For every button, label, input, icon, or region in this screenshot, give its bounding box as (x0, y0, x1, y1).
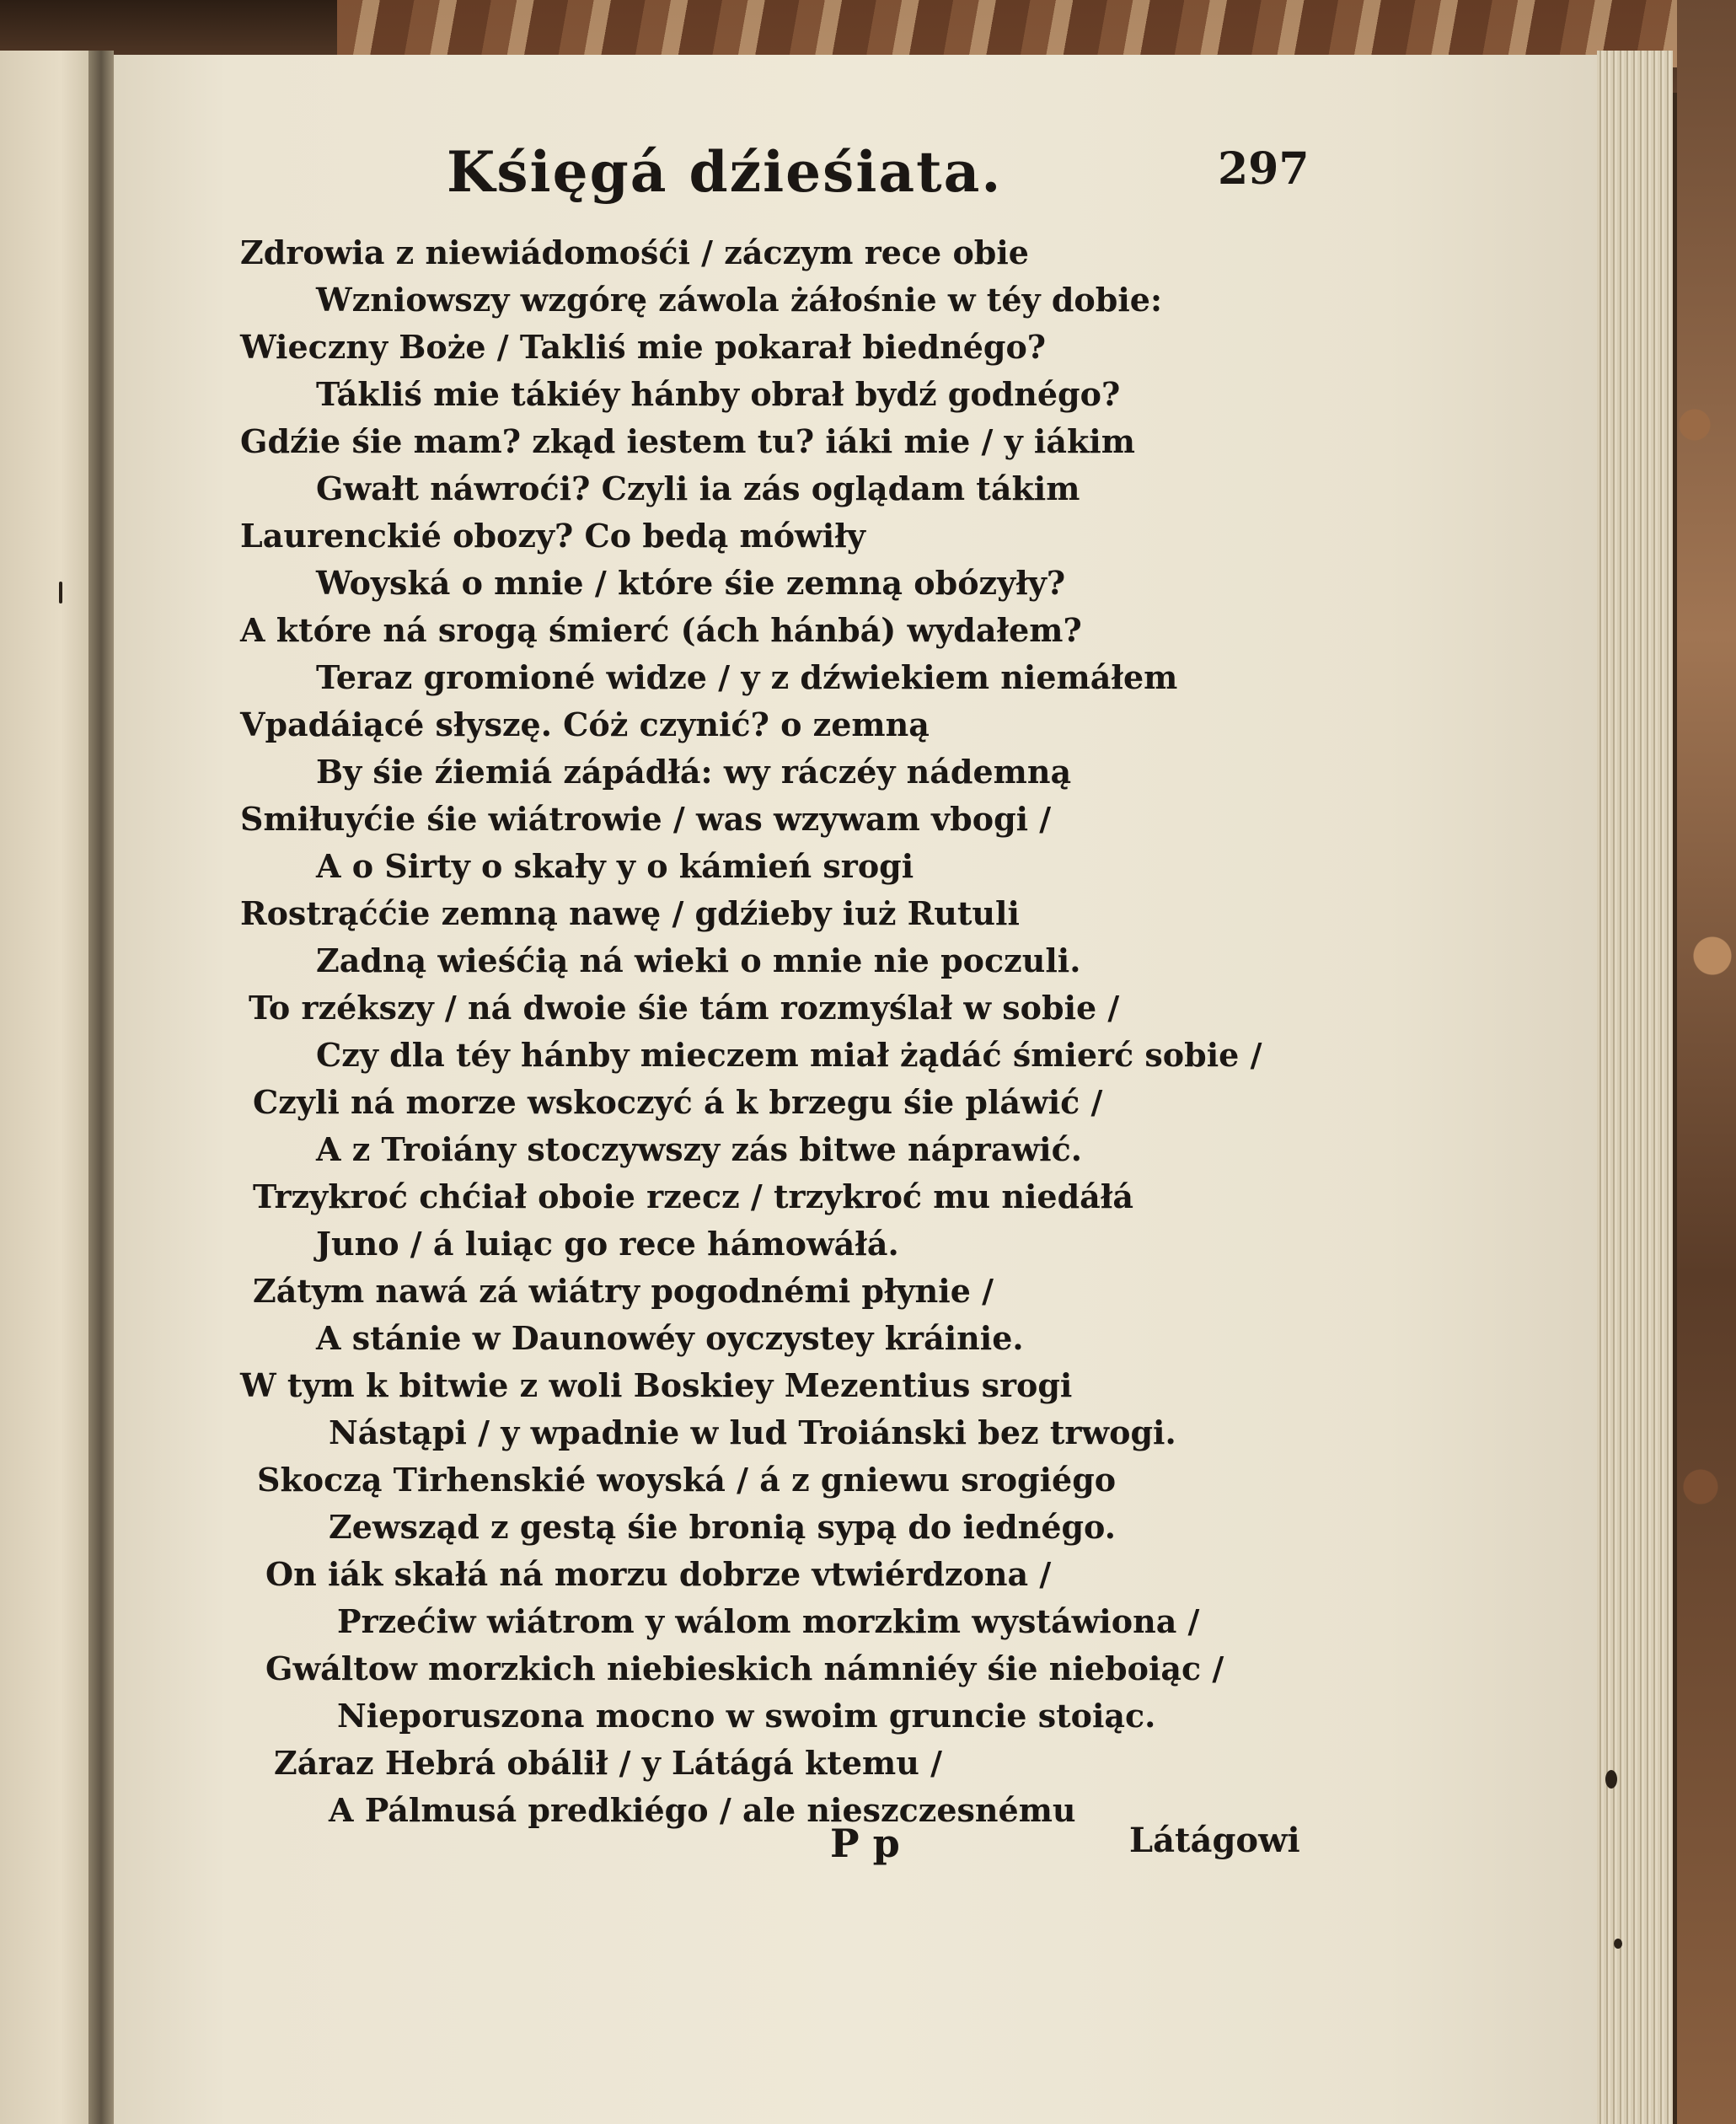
verse-line: Trzykroć chćiał oboie rzecz / trzykroć mu niedáłá (253, 1177, 1134, 1215)
verse-line: Smiłuyćie śie wiátrowie / was wzywam vbogi / (240, 800, 1052, 838)
verse-line: A z Troiány stoczywszy zás bitwe náprawić. (316, 1130, 1082, 1168)
verse-line: Zátym nawá zá wiátry pogodnémi płynie / (253, 1272, 994, 1310)
verse-line: Gdźie śie mam? zkąd iestem tu? iáki mie / y iákim (240, 422, 1135, 460)
verse-line: Nástąpi / y wpadnie w lud Troiánski bez trwogi. (329, 1413, 1176, 1451)
verse-line: A Pálmusá predkiégo / ale nieszczesnému (329, 1791, 1076, 1829)
verse-line: W tym k bitwie z woli Boskiey Mezentius srogi (240, 1366, 1073, 1404)
page-block-edges (1597, 51, 1673, 2124)
verse-line: Nieporuszona mocno w swoim gruncie stoiąc. (337, 1697, 1156, 1735)
verse-line: Zadną wieśćią ná wieki o mnie nie poczuli. (316, 941, 1081, 979)
verse-line: A stánie w Daunowéy oyczystey kráinie. (316, 1319, 1024, 1357)
verse-line: Skoczą Tirhenskié woyská / á z gniewu srogiégo (257, 1461, 1117, 1499)
book-gutter (88, 51, 114, 2124)
verse-line: Gwáltow morzkich niebieskich námniéy śie nieboiąc / (265, 1649, 1224, 1687)
verse-line: By śie źiemiá zápádłá: wy ráczéy nádemną (316, 753, 1072, 791)
verse-line: Zdrowia z niewiádomośći / záczym rece obie (240, 233, 1029, 271)
verse-line: Rostrąććie zemną nawę / gdźieby iuż Rutuli (240, 894, 1020, 932)
verse-line: Przećiw wiátrom y wálom morzkim wystáwiona / (337, 1602, 1200, 1640)
verse-line: Záraz Hebrá obálił / y Látágá ktemu / (274, 1744, 942, 1782)
ink-speck (59, 582, 62, 603)
verse-line: Tákliś mie tákiéy hánby obrał bydź godnégo? (316, 375, 1121, 413)
ink-speck (1605, 1770, 1617, 1789)
running-title: Kśięgá dźieśiata. (447, 139, 1003, 205)
printer-signature-mark: P p (830, 1821, 900, 1866)
facing-page-edge (0, 51, 101, 2124)
verse-line: Gwałt náwroći? Czyli ia zás oglądam tákim (316, 469, 1080, 507)
verse-line: A o Sirty o skały y o kámień srogi (316, 847, 914, 885)
verse-line: Laurenckié obozy? Co bedą mówiły (240, 517, 865, 555)
catchword: Látágowi (1129, 1821, 1300, 1860)
verse-line: Wieczny Boże / Takliś mie pokarał biednégo? (240, 328, 1047, 366)
verse-line: Juno / á luiąc go rece hámowáłá. (316, 1225, 899, 1263)
ink-speck (1614, 1939, 1622, 1949)
verse-line: A które ná srogą śmierć (ách hánbá) wydałem? (240, 611, 1082, 649)
verse-line: Zewsząd z gestą śie bronią sypą do iednégo. (329, 1508, 1116, 1546)
verse-line: Czyli ná morze wskoczyć á k brzegu śie pláwić / (253, 1083, 1103, 1121)
verse-line: Czy dla téy hánby mieczem miał żądáć śmierć sobie / (316, 1036, 1262, 1074)
verse-line: On iák skałá ná morzu dobrze vtwiérdzona / (265, 1555, 1052, 1593)
page-number: 297 (1218, 143, 1310, 195)
verse-line: To rzékszy / ná dwoie śie tám rozmyślał w sobie / (249, 989, 1120, 1027)
verse-line: Vpadáiącé słyszę. Cóż czynić? o zemną (240, 705, 930, 743)
verse-line: Wzniowszy wzgórę záwola żáłośnie w téy dobie: (316, 281, 1162, 319)
verse-line: Woyská o mnie / które śie zemną obózyły? (316, 564, 1066, 602)
verse-line: Teraz gromioné widze / y z dźwiekiem niemáłem (316, 658, 1178, 696)
marbled-endpaper-right (1677, 0, 1736, 2124)
